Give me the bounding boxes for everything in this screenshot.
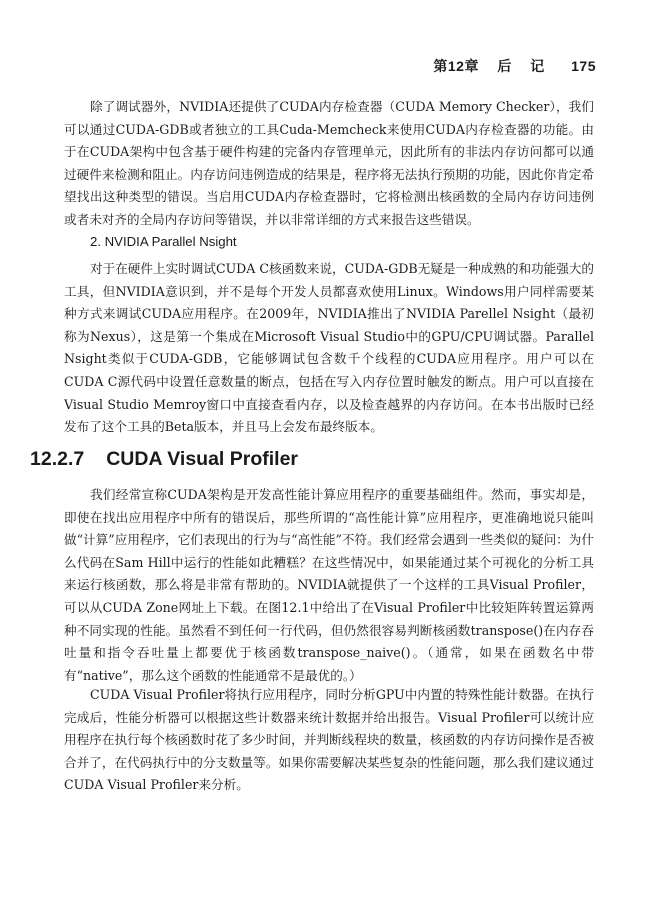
paragraph-parallel-nsight: 对于在硬件上实时调试CUDA C核函数来说，CUDA-GDB无疑是一种成熟的和功能强大的工具，但NVIDIA意识到，并不是每个开发人员都喜欢使用Linux。Windows用户同样需要某种方式来调试CUDA应用程序。在2009年，NVIDIA推出了NVIDIA Parellel Nsight（最初称为Nexus），这是第一个集成在Microsoft Visual Studio中的GPU/CPU调试器。Parallel Nsight类似于CUDA-GDB，它能够调试包含数千个线程的CUDA应用程序。用户可以在CUDA C源代码中设置任意数量的断点，包括在写入内存位置时触发的断点。用户可以直接在Visual Studio Memroy窗口中直接查看内存，以及检查越界的内存访问。在本书出版时已经发布了这个工具的Beta版本，并且马上会发布最终版本。 [64,261,595,435]
section-heading [30,448,298,471]
page-number: 175 [571,58,596,74]
paragraph-memory-checker: 除了调试器外，NVIDIA还提供了CUDA内存检查器（CUDA Memory Checker），我们可以通过CUDA-GDB或者独立的工具Cuda-Memcheck来使用CUDA内存检查器的功能。由于在CUDA架构中包含基于硬件构建的完备内存管理单元，因此所有的非法内存访问都可以通过硬件来检测和阻止。内存访问违例造成的结果是，程序将无法执行预期的功能，因此你肯定希望找出这种类型的错误。当启用CUDA内存检查器时，它将检测出核函数的全局内存访问违例或者未对齐的全局内存访问等错误，并以非常详细的方式来报告这些错误。 [64,99,594,227]
chapter-title-a: 后 [497,58,512,74]
subsection-heading-nsight: 2. NVIDIA Parallel Nsight [90,234,237,249]
page-header [0,56,596,76]
paragraph-visual-profiler-details: CUDA Visual Profiler将执行应用程序，同时分析GPU中内置的特殊性能计数器。在执行完成后，性能分析器可以根据这些计数器来统计数据并给出报告。Visual Profiler可以统计应用程序在执行每个核函数时花了多少时间，并判断线程块的数量，核函数的内存访问操作是否被合并了，在代码执行中的分支数量等。如果你需要解决某些复杂的性能问题，那么我们建议通过CUDA Visual Profiler来分析。 [64,687,594,793]
chapter-label: 第12章 [433,58,479,74]
paragraph-visual-profiler-intro: 我们经常宣称CUDA架构是开发高性能计算应用程序的重要基础组件。然而，事实却是，即使在找出应用程序中所有的错误后，那些所谓的“高性能计算”应用程序，更准确地说只能叫做“计算”应用程序，它们表现出的行为与“高性能”不符。我们经常会遇到一些类似的疑问：为什么代码在Sam Hill中运行的性能如此糟糕？在这些情况中，如果能通过某个可视化的分析工具来运行核函数，那么将是非常有帮助的。NVIDIA就提供了一个这样的工具Visual Profiler，可以从CUDA Zone网址上下载。在图12.1中给出了在Visual Profiler中比较矩阵转置运算两种不同实现的性能。虽然看不到任何一行代码，但仍然很容易判断核函数transpose()在内存吞吐量和指令吞吐量上都要优于核函数transpose_naive()。（通常，如果在函数名中带有“native”，那么这个函数的性能通常不是最优的。） [64,487,594,683]
section-number: 12.2.7 [30,448,85,470]
section-title: CUDA Visual Profiler [106,448,299,470]
chapter-title-b: 记 [530,58,545,74]
